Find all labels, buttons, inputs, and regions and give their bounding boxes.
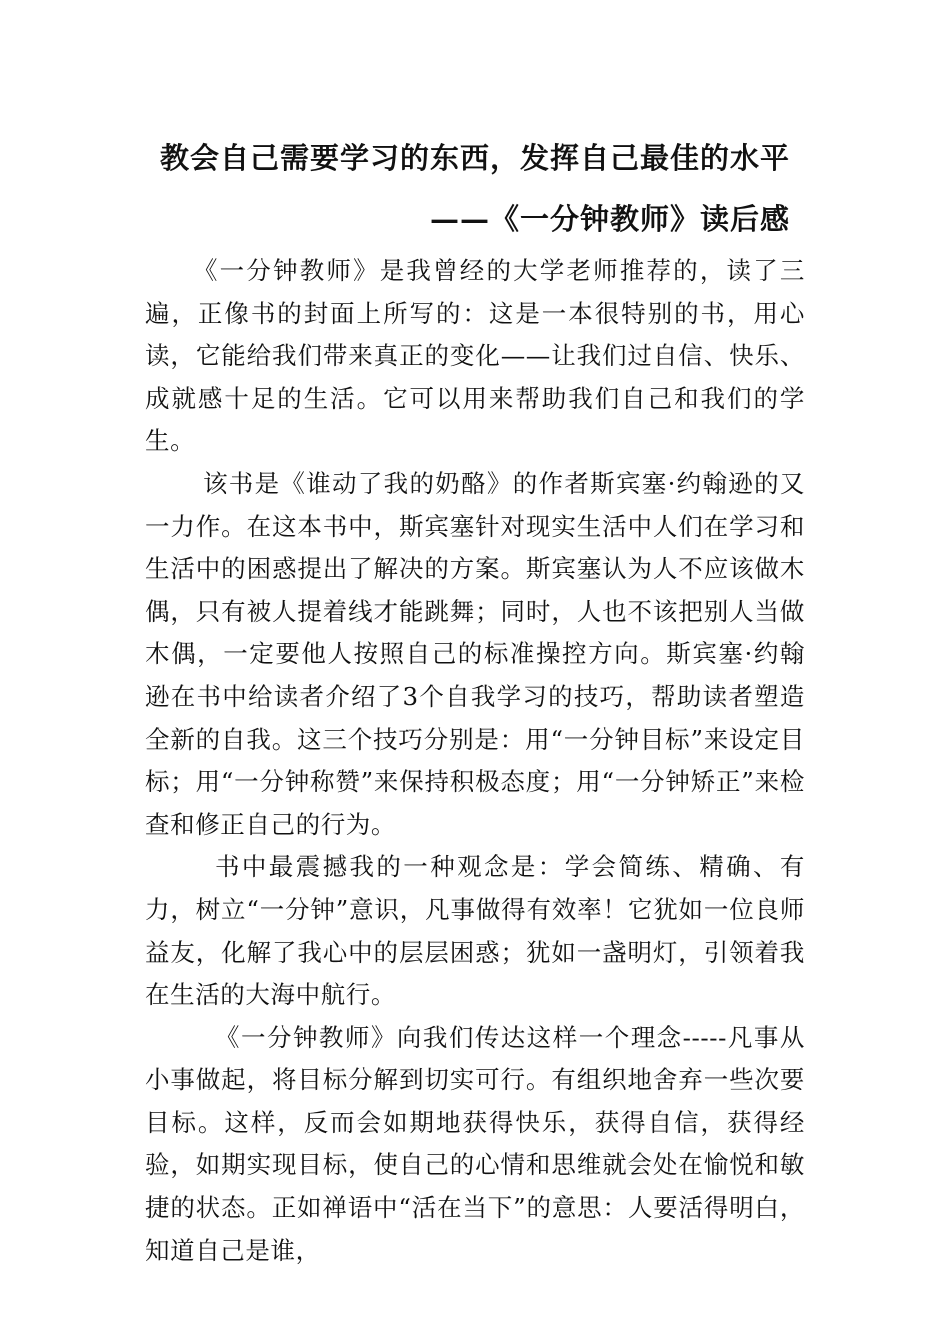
paragraph-2: 该书是《谁动了我的奶酪》的作者斯宾塞·约翰逊的又一力作。在这本书中，斯宾塞针对现实生活中人们在学习和生活中的困惑提出了解决的方案。斯宾塞认为人不应该做木偶，只有被人提着线才能跳舞；同时，人也不该把别人当做木偶，一定要他人按照自己的标准操控方向。斯宾塞·约翰逊在书中给读者介绍了3个自我学习的技巧，帮助读者塑造全新的自我。这三个技巧分别是：用“一分钟目标”来设定目标；用“一分钟称赞”来保持积极态度；用“一分钟矫正”来检查和修正自己的行为。 <box>145 468 805 839</box>
paragraph-3: 书中最震撼我的一种观念是：学会简练、精确、有力，树立“一分钟”意识，凡事做得有效率！它犹如一位良师益友，化解了我心中的层层困惑；犹如一盏明灯，引领着我在生活的大海中航行。 <box>145 852 805 1010</box>
document-title: 教会自己需要学习的东西，发挥自己最佳的水平 <box>159 141 790 175</box>
paragraph-4: 《一分钟教师》向我们传达这样一个理念-----凡事从小事做起，将目标分解到切实可行。有组织地舍弃一些次要目标。这样，反而会如期地获得快乐，获得自信，获得经验，如期实现目标，使自己的心情和思维就会处在愉悦和敏捷的状态。正如禅语中“活在当下”的意思：人要活得明白，知道自己是谁， <box>145 1022 805 1265</box>
document-subtitle: ——《一分钟教师》读后感 <box>429 202 790 236</box>
document-body <box>145 250 805 1272</box>
paragraph-1: 《一分钟教师》是我曾经的大学老师推荐的，读了三遍，正像书的封面上所写的：这是一本很特别的书，用心读，它能给我们带来真正的变化——让我们过自信、快乐、成就感十足的生活。它可以用来帮助我们自己和我们的学生。 <box>145 256 805 456</box>
